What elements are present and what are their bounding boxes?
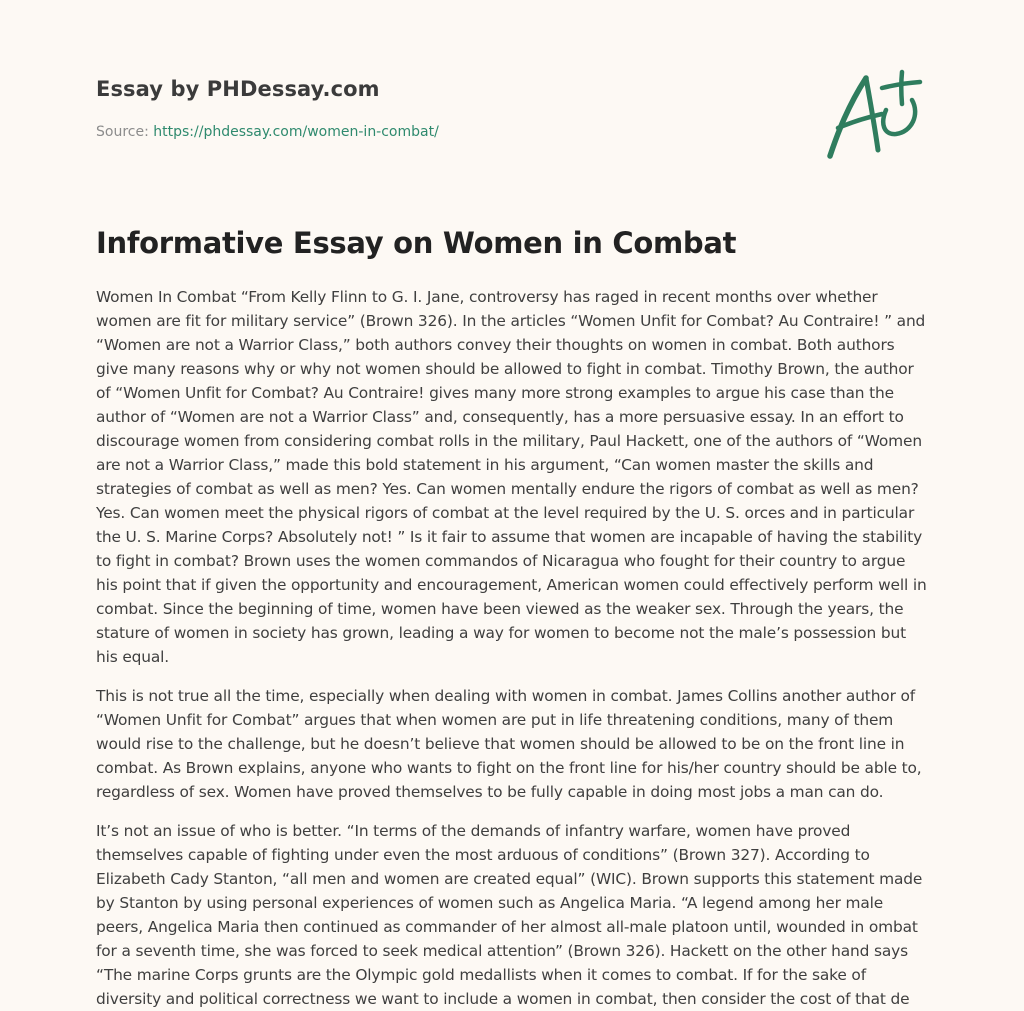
essay-body bbox=[96, 285, 928, 1008]
source-line bbox=[96, 124, 439, 140]
essay-paragraph: It’s not an issue of who is better. “In terms of the demands of infantry warfare, women have proved themselves capable of fighting under even the most arduous of conditions” (Brown 327). According to Elizabeth Cady Stanton, “all men and women are created equal” (WIC). Brown supports this statement made by Stanton by using personal experiences of women such as Angelica Maria. “A legend among her male peers, Angelica Maria then continued as commander of her almost all-male platoon until, wounded in ombat for a seventh time, she was forced to seek medical attention” (Brown 326). Hackett on the other hand says “The marine Corps grunts are the Olympic gold medallists when it comes to combat. If for the sake of diversity and political correctness we want to include a women in combat, then consider the cost of that de bbox=[96, 822, 923, 1008]
essay-title: Informative Essay on Women in Combat bbox=[96, 226, 737, 260]
a-plus-grade-icon bbox=[826, 70, 926, 162]
essay-paragraph: This is not true all the time, especially when dealing with women in combat. James Collins another author of “Women Unfit for Combat” argues that when women are put in life threatening conditions, many of them would rise to the challenge, but he doesn’t believe that women should be allowed to be on the front line in combat. As Brown explains, anyone who wants to fight on the front line for his/her country should be able to, regardless of sex. Women have proved themselves to be fully capable in doing most jobs a man can do. bbox=[96, 687, 922, 801]
source-label: Source: bbox=[96, 124, 154, 140]
site-brand: Essay by PHDessay.com bbox=[96, 77, 380, 101]
source-link[interactable]: https://phdessay.com/women-in-combat/ bbox=[153, 124, 439, 140]
a-letter-left-stroke bbox=[830, 78, 866, 156]
circle-stroke bbox=[883, 100, 915, 134]
plus-vertical-stroke bbox=[901, 72, 902, 104]
essay-paragraph: Women In Combat “From Kelly Flinn to G. I. Jane, controversy has raged in recent months over whether women are fit for military service” (Brown 326). In the articles “Women Unfit for Combat? Au Contraire! ” and “Women are not a Warrior Class,” both authors convey their thoughts on women in combat. Both authors give many reasons why or why not women should be allowed to fight in combat. Timothy Brown, the author of “Women Unfit for Combat? Au Contraire! gives many more strong examples to argue his case than the author of “Women are not a Warrior Class” and, consequently, has a more persuasive essay. In an effort to discourage women from considering combat rolls in the military, Paul Hackett, one of the authors of “Women are not a Warrior Class,” made this bold statement in his argument, “Can women master the skills and strategies of combat as well as men? Yes. Can women mentally endure the rigors of combat as well as men? Yes. Can women meet the physical rigors of combat at the level required by the U. S. orces and in particular the U. S. Marine Corps? Absolutely not! ” Is it fair to assume that women are incapable of having the stability to fight in combat? Brown uses the women commandos of Nicaragua who fought for their country to argue his point that if given the opportunity and encouragement, American women could effectively perform well in combat. Since the beginning of time, women have been viewed as the weaker sex. Through the years, the stature of women in society has grown, leading a way for women to become not the male’s possession but his equal. bbox=[96, 288, 927, 666]
